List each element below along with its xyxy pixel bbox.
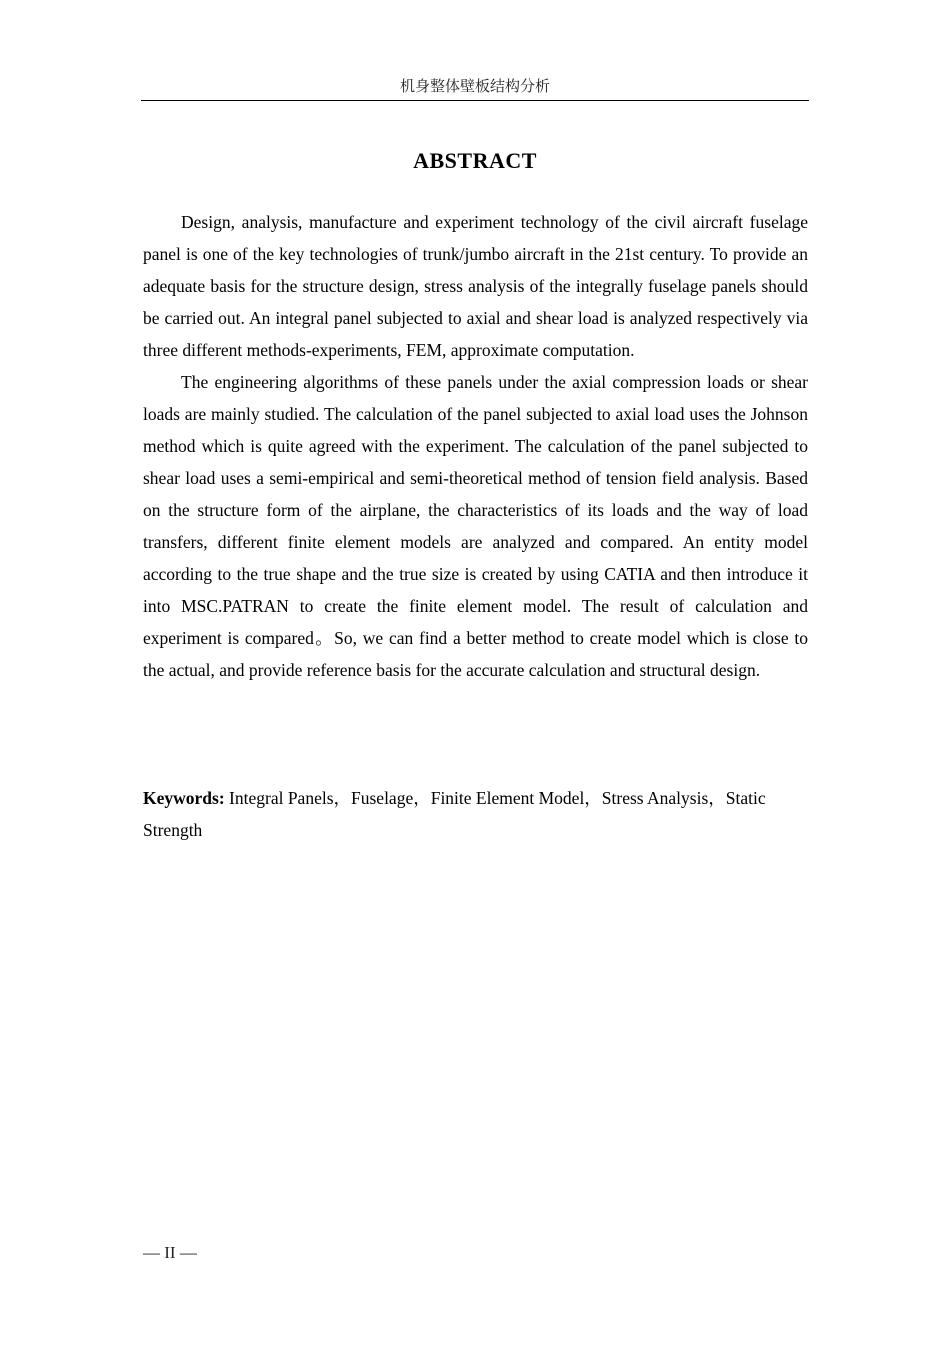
running-header-title: 机身整体壁板结构分析 (399, 77, 550, 95)
keywords-line (143, 782, 808, 846)
abstract-title: ABSTRACT (413, 148, 537, 173)
abstract-paragraph-2: The engineering algorithms of these panels under the axial compression loads or shear loads are mainly studied. The calculation of the panel subjected to axial load uses the Johnson method which is quite agreed with the experiment. The calculation of the panel subjected to shear load uses a semi-empirical and semi-theoretical method of tension field analysis. Based on the structure form of the airplane, the characteristics of its loads and the way of load transfers, different finite element models are analyzed and compared. An entity model according to the true shape and the true size is created by using CATIA and then introduce it into MSC.PATRAN to create the finite element model. The result of calculation and experiment is compared。So, we can find a better method to create model which is close to the actual, and provide reference basis for the accurate calculation and structural design. (143, 372, 808, 680)
keywords-text: Integral Panels，Fuselage，Finite Element Model，Stress Analysis，Static Strength (143, 788, 766, 840)
abstract-paragraph-1: Design, analysis, manufacture and experiment technology of the civil aircraft fuselage panel is one of the key technologies of trunk/jumbo aircraft in the 21st century. To provide an adequate basis for the structure design, stress analysis of the integrally fuselage panels should be carried out. An integral panel subjected to axial and shear load is analyzed respectively via three different methods-experiments, FEM, approximate computation. (143, 212, 808, 360)
page-number: — II — (143, 1243, 197, 1262)
keywords-label: Keywords: (143, 788, 225, 808)
abstract-body (143, 206, 808, 686)
running-header (141, 76, 809, 101)
